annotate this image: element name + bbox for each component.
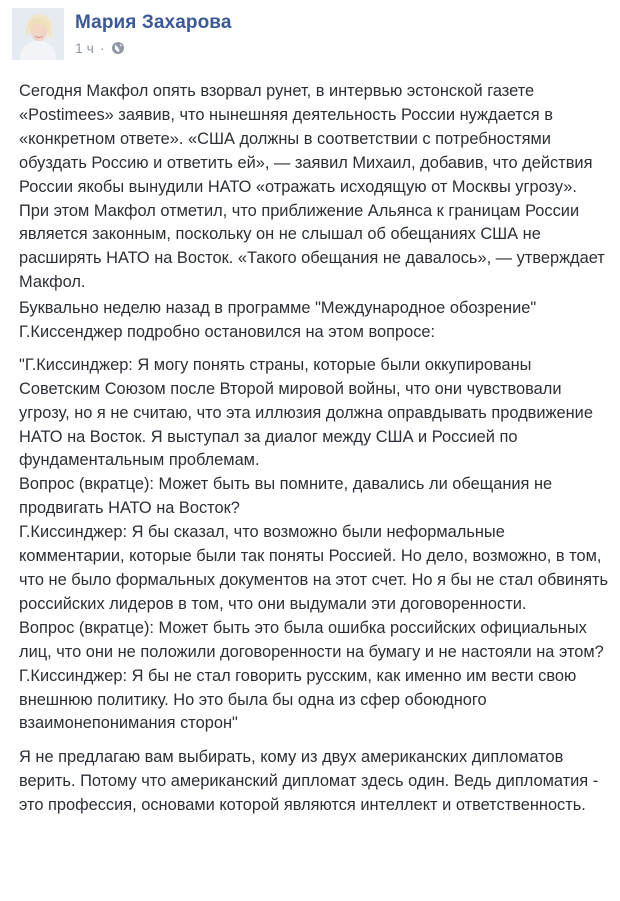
meta-separator: · <box>99 40 105 56</box>
post-meta <box>75 40 232 56</box>
post-paragraph: Я не предлагаю вам выбирать, кому из двух американских дипломатов верить. Потому что американский дипломат здесь один. Ведь дипломатия - это профессия, основами которой являются интеллект и ответственность. <box>19 748 599 815</box>
post-quote: "Г.Киссинджер: Я могу понять страны, которые были оккупированы Советским Союзом после Второй мировой войны, что они чувствовали угрозу, но я не считаю, что эта иллюзия должна оправдывать продвижение НАТО на Восток. Я выступал за диалог между США и Россией по фундаментальным проблемам. Вопрос (вкратце): Может быть вы помните, давались ли обещания не продвигать НАТО на Восток? Г.Киссинджер: Я бы сказал, что возможно были неформальные комментарии, которые были так поняты Россией. Но дело, возможно, в том, что не было формальных документов на этот счет. Но я бы не стал обвинять российских лидеров в том, что они выдумали эти договоренности. Вопрос (вкратце): Может быть это была ошибка российских официальных лиц, что они не положили договоренности на бумагу и не настояли на этом? Г.Киссинджер: Я бы не стал говорить русским, как именно им вести свою внешнюю политику. Но это была бы одна из сфер обоюдного взаимонепонимания сторон" <box>19 355 609 733</box>
avatar[interactable] <box>12 8 64 60</box>
post-header <box>12 8 232 64</box>
post-timestamp[interactable]: 1 ч <box>75 40 94 56</box>
post-paragraph: Сегодня Макфол опять взорвал рунет, в интервью эстонской газете «Postimees» заявив, что нынешняя деятельность России нуждается в «конкретном ответе». «США должны в соответствии с потребностями обуздать Россию и ответить ей», — заявил Михаил, добавив, что действия России якобы вынудили НАТО «отражать исходящую от Москвы угрозу». При этом Макфол отметил, что приближение Альянса к границам России является законным, поскольку он не слышал об обещаниях США не расширять НАТО на Восток. «Такого обещания не давалось», — утверждает Макфол. <box>19 82 605 292</box>
profile-photo-icon <box>12 8 64 60</box>
post-body <box>19 80 609 818</box>
author-name-link[interactable]: Мария Захарова <box>75 12 232 33</box>
post-paragraph: Буквально неделю назад в программе "Международное обозрение" Г.Киссенджер подробно остановился на этом вопросе: <box>19 299 537 341</box>
author-block <box>75 8 232 56</box>
globe-icon[interactable] <box>111 41 125 55</box>
